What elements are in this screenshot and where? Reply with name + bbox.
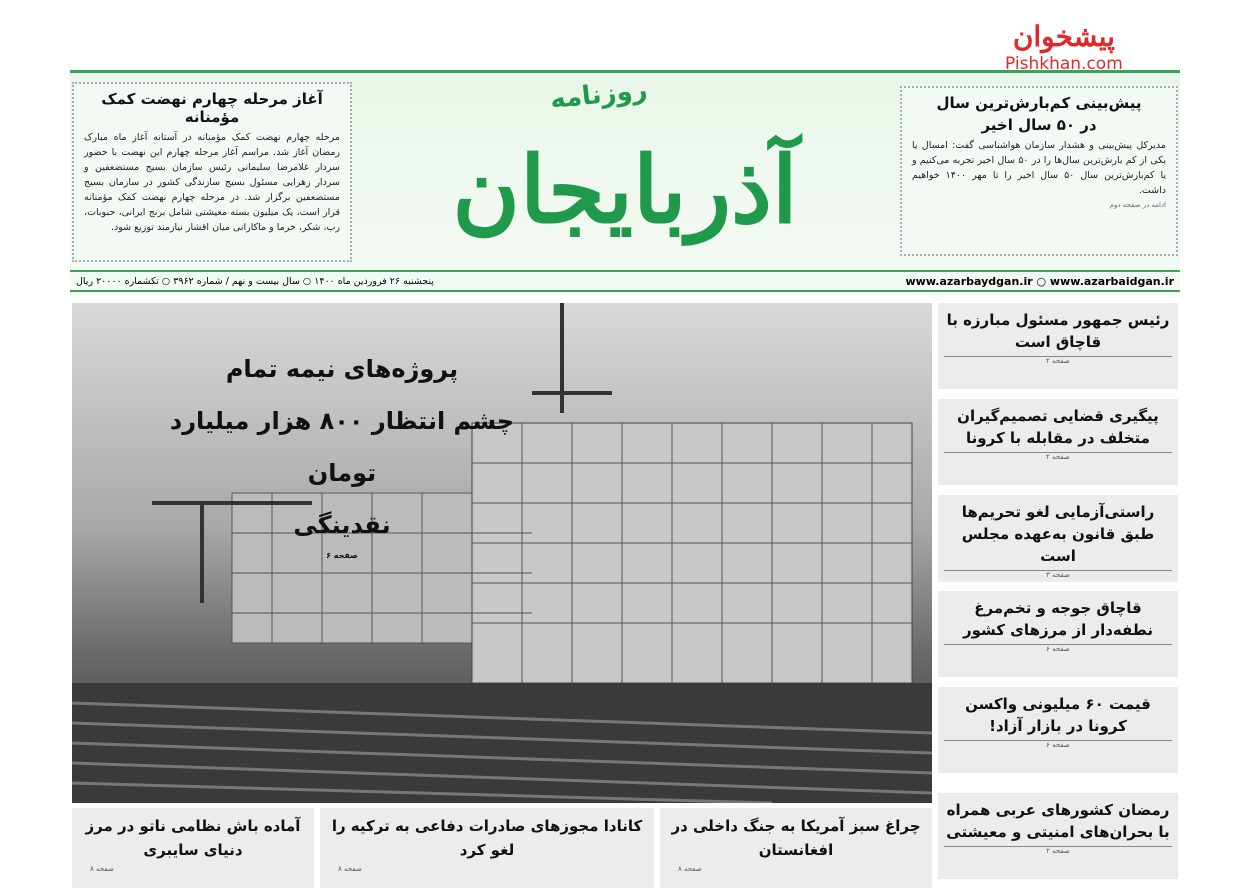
- page-ref: صفحه ۶: [944, 644, 1172, 654]
- side-news-title: پیگیری قضایی تصمیم‌گیران متخلف در مقابله با کرونا: [957, 407, 1159, 447]
- bottom-news-item[interactable]: [72, 808, 314, 888]
- main-photo: [72, 303, 932, 803]
- side-news-item[interactable]: [938, 495, 1178, 582]
- page-ref: صفحه ۸: [338, 865, 362, 873]
- bottom-news-title: چراغ سبز آمریکا به جنگ داخلی در افغانستان: [671, 817, 921, 859]
- right-news-box: [900, 86, 1178, 256]
- bottom-news-title: آماده باش نظامی ناتو در مرز دنیای سایبری: [85, 817, 301, 859]
- watermark-en: Pishkhan.com: [1005, 54, 1123, 74]
- side-news-title: رمضان کشورهای عربی همراه با بحران‌های امنیتی و معیشتی: [946, 801, 1170, 841]
- masthead: [400, 70, 850, 270]
- main-page-ref: صفحه ۶: [326, 551, 358, 560]
- watermark: [1005, 20, 1123, 74]
- side-news-item[interactable]: [938, 399, 1178, 485]
- right-box-body: مدیرکل پیش‌بینی و هشدار سازمان هواشناسی گفت: امسال یا یکی از کم بارش‌ترین سال‌ها را در ۵۰ سال اخیر تجربه می‌کنیم و یا کم‌بارش‌ترین سال ۵۰ سال اخیر را تا مهر ۱۴۰۰ خواهیم داشت.: [912, 140, 1166, 196]
- side-news-item[interactable]: [938, 687, 1178, 773]
- page-ref: صفحه ۲: [944, 846, 1172, 856]
- bottom-news-title: کانادا مجوزهای صادرات دفاعی به ترکیه را لغو کرد: [331, 817, 643, 859]
- page-ref: صفحه ۶: [944, 740, 1172, 750]
- side-news-title: قاچاق جوجه و تخم‌مرغ نطفه‌دار از مرزهای کشور: [962, 599, 1154, 639]
- side-news-title: رئیس جمهور مسئول مبارزه با قاچاق است: [946, 311, 1170, 351]
- left-news-box: [72, 82, 352, 262]
- left-box-body: مرحله چهارم نهضت کمک مؤمنانه در آستانه آغاز ماه مبارک رمضان آغاز شد. مراسم آغاز مرحله چهارم این نهضت با حضور سردار غلامرضا سلیمانی رئیس سازمان بسیج مستضعفین و سردار زهرایی مسئول بسیج سازندگی کشور در سازمان بسیج مستضعفین برگزار شد. در مرحله چهارم نهضت کمک مؤمنانه قرار است، یک میلیون بسته معیشتی شامل برنج ایرانی، حبوبات، رب، شکر، خرما و ماکارانی میان اقشار نیازمند توزیع شود.: [84, 132, 340, 233]
- website-urls[interactable]: www.azarbaydgan.ir ○ www.azarbaidgan.ir: [905, 274, 1174, 288]
- page-ref: صفحه ۲: [944, 452, 1172, 462]
- page-ref: صفحه ۸: [678, 865, 702, 873]
- side-news-title: راستی‌آزمایی لغو تحریم‌ها طبق قانون به‌عهده مجلس است: [961, 503, 1155, 565]
- watermark-fa: پیشخوان: [1012, 20, 1115, 53]
- side-news-item[interactable]: [938, 793, 1178, 879]
- side-news-item[interactable]: [938, 591, 1178, 677]
- page-ref: صفحه ۸: [90, 865, 114, 873]
- page-ref: صفحه ۳: [944, 570, 1172, 580]
- side-column: [938, 303, 1178, 893]
- page-ref: صفحه ۲: [944, 356, 1172, 366]
- issue-strip: [70, 270, 1180, 292]
- right-box-title-1: پیش‌بینی کم‌بارش‌ترین سال: [936, 94, 1142, 112]
- main-headline[interactable]: [132, 343, 552, 561]
- masthead-name: آذربایجان: [452, 136, 798, 244]
- right-box-title-2: در ۵۰ سال اخیر: [981, 116, 1097, 134]
- main-headline-line1: پروژه‌های نیمه تمام: [225, 355, 459, 383]
- left-box-title: آغاز مرحله چهارم نهضت کمک مؤمنانه: [101, 90, 323, 126]
- side-news-item[interactable]: [938, 303, 1178, 389]
- bottom-news-item[interactable]: [320, 808, 654, 888]
- issue-info: پنجشنبه ۲۶ فروردین ماه ۱۴۰۰ ○ سال بیست و نهم / شماره ۳۹۶۲ ○ تکشماره ۲۰۰۰۰ ریال: [76, 275, 434, 287]
- masthead-prefix: روزنامه: [548, 74, 649, 116]
- side-news-title: قیمت ۶۰ میلیونی واکسن کرونا در بازار آزاد!: [965, 695, 1151, 735]
- main-headline-line3: نقدینگی: [293, 511, 391, 539]
- main-headline-line2: چشم انتظار ۸۰۰ هزار میلیارد تومان: [169, 407, 515, 487]
- bottom-news-item[interactable]: [660, 808, 932, 888]
- right-box-more: ادامه در صفحه دوم: [1109, 201, 1166, 209]
